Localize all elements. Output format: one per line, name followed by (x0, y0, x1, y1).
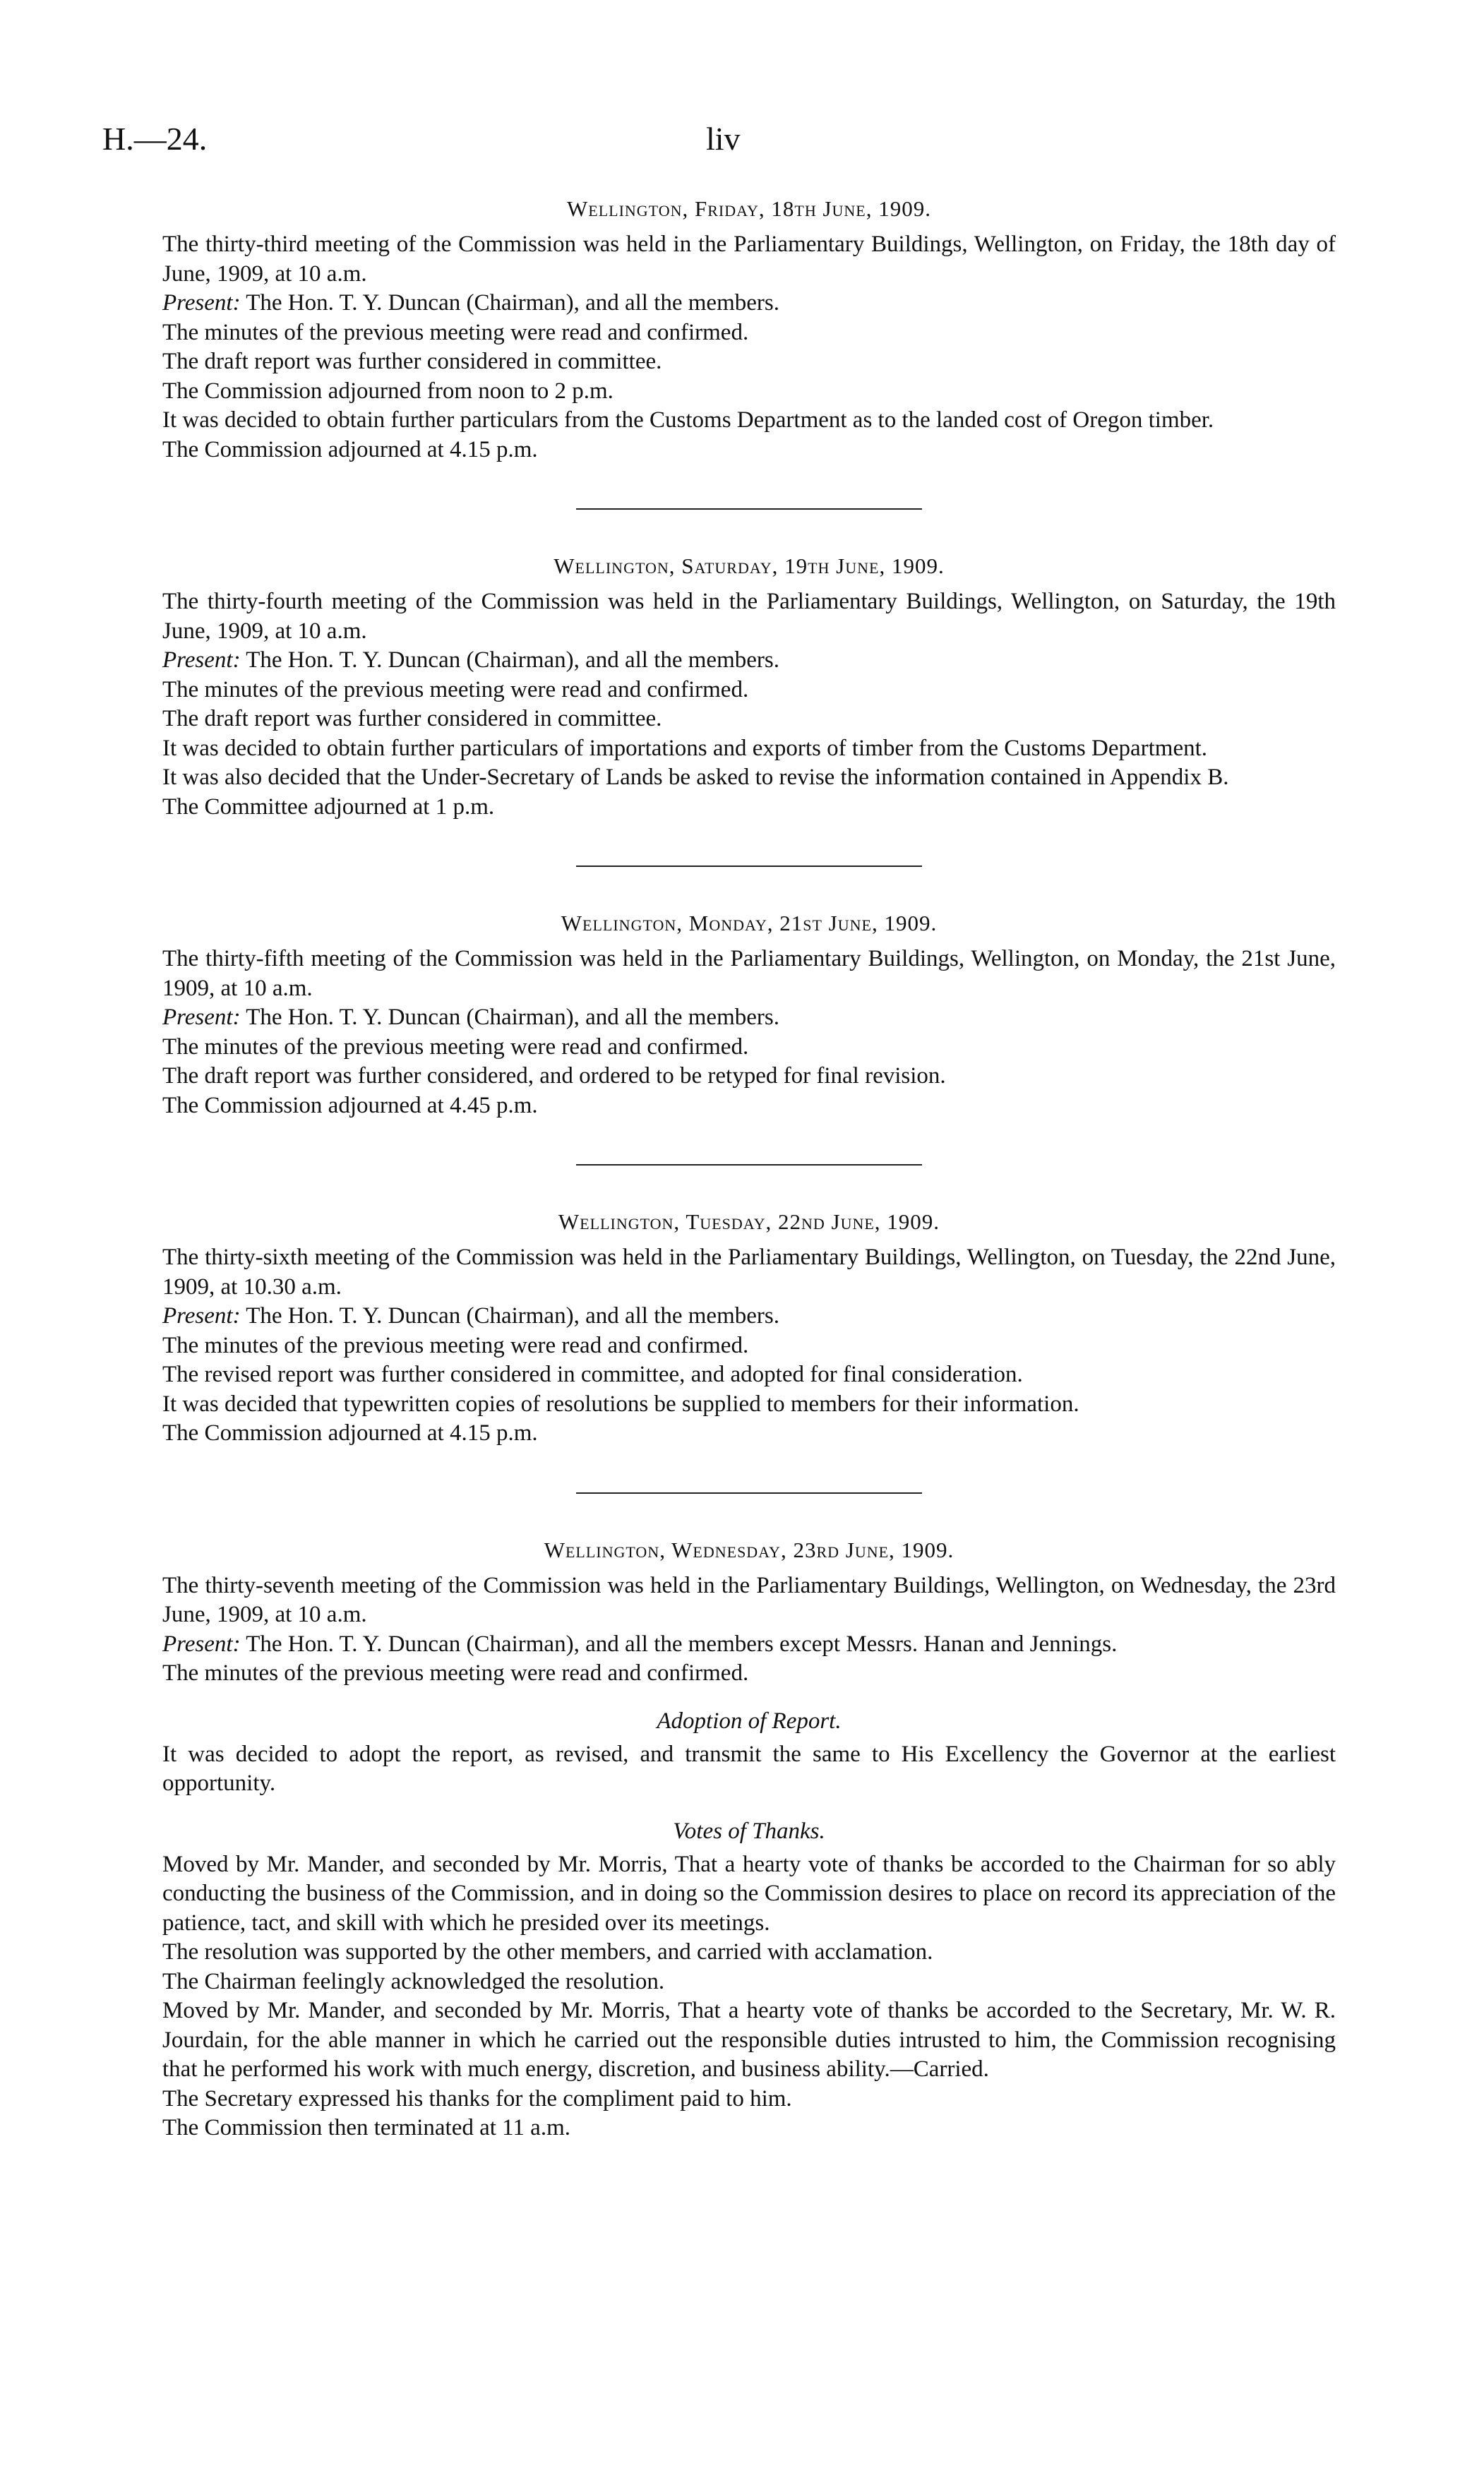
paragraph: The thirty-fourth meeting of the Commission was held in the Parliamentary Buildings, Wellington, on Saturday, the 19th June, 1909, at 10 a.m. (162, 589, 1336, 644)
paragraph: The Commission adjourned at 4.45 p.m. (162, 1092, 538, 1118)
paragraph: The thirty-sixth meeting of the Commission was held in the Parliamentary Buildings, Wellington, on Tuesday, the 22nd June, 1909, at 10.30 a.m. (162, 1245, 1336, 1300)
document-reference: H.—24. (102, 121, 208, 157)
paragraph: The thirty-seventh meeting of the Commission was held in the Parliamentary Buildings, Wellington, on Wednesday, the 23rd June, 1909, at 10 a.m. (162, 1572, 1336, 1627)
paragraph: Moved by Mr. Mander, and seconded by Mr. Morris, That a hearty vote of thanks be accorded to the Secretary, Mr. W. R. Jourdain, for the able manner in which he carried out the responsible duties intrusted to him, the Commission recognising that he performed his work with much energy, discretion, and business ability.—Carried. (162, 1998, 1336, 2082)
paragraph: The thirty-third meeting of the Commission was held in the Parliamentary Buildings, Wellington, on Friday, the 18th day of June, 1909, at 10 a.m. (162, 232, 1336, 287)
paragraph: The Committee adjourned at 1 p.m. (162, 793, 495, 820)
present-text: The Hon. T. Y. Duncan (Chairman), and all the members. (246, 1005, 779, 1030)
section-divider (576, 1492, 922, 1494)
subheading-thanks: Votes of Thanks. (673, 1818, 825, 1844)
section-divider (576, 865, 922, 867)
paragraph: The minutes of the previous meeting were read and confirmed. (162, 676, 749, 702)
meeting-section (162, 553, 1336, 822)
section-heading: Wellington, Friday, 18th June, 1909. (567, 196, 931, 221)
present-line (162, 1003, 1336, 1033)
paragraph: The Commission then terminated at 11 a.m. (162, 2115, 570, 2140)
paragraph: The Commission adjourned at 4.15 p.m. (162, 1420, 538, 1446)
paragraph: The draft report was further considered in committee. (162, 706, 662, 731)
paragraph: The minutes of the previous meeting were read and confirmed. (162, 1332, 749, 1358)
document-body (162, 196, 1336, 2143)
present-label: Present: (162, 1005, 241, 1030)
present-line (162, 1630, 1336, 1660)
present-label: Present: (162, 290, 241, 316)
present-label: Present: (162, 647, 241, 673)
section-heading: Wellington, Monday, 21st June, 1909. (561, 911, 938, 935)
paragraph: The Commission adjourned from noon to 2 p.m. (162, 378, 614, 404)
present-label: Present: (162, 1303, 241, 1329)
page-number: liv (706, 121, 741, 157)
paragraph: The revised report was further considered in committee, and adopted for final consideration. (162, 1362, 1023, 1387)
meeting-section (162, 1538, 1336, 2143)
section-heading: Wellington, Saturday, 19th June, 1909. (553, 553, 945, 578)
present-text: The Hon. T. Y. Duncan (Chairman), and all the members. (246, 290, 779, 316)
paragraph: The minutes of the previous meeting were read and confirmed. (162, 1034, 749, 1060)
paragraph: The Secretary expressed his thanks for the compliment paid to him. (162, 2085, 792, 2111)
paragraph: It was decided that typewritten copies of resolutions be supplied to members for their information. (162, 1391, 1079, 1417)
present-label: Present: (162, 1631, 241, 1657)
present-text: The Hon. T. Y. Duncan (Chairman), and all the members. (246, 1303, 779, 1329)
present-line (162, 289, 1336, 318)
section-divider (576, 1164, 922, 1166)
paragraph: The minutes of the previous meeting were read and confirmed. (162, 319, 749, 345)
meeting-section (162, 911, 1336, 1120)
present-line (162, 1302, 1336, 1331)
paragraph: It was decided to obtain further particulars of importations and exports of timber from the Customs Department. (162, 735, 1208, 761)
paragraph: It was also decided that the Under-Secretary of Lands be asked to revise the information contained in Appendix B. (162, 765, 1229, 790)
paragraph: The Chairman feelingly acknowledged the resolution. (162, 1968, 665, 1994)
subheading-adoption: Adoption of Report. (657, 1708, 842, 1734)
paragraph: The Commission adjourned at 4.15 p.m. (162, 436, 538, 462)
meeting-section (162, 1209, 1336, 1449)
paragraph: It was decided to adopt the report, as revised, and transmit the same to His Excellency the Governor at the earliest opportunity. (162, 1741, 1336, 1796)
present-text: The Hon. T. Y. Duncan (Chairman), and all the members except Messrs. Hanan and Jennings. (246, 1631, 1118, 1657)
paragraph: The draft report was further considered, and ordered to be retyped for final revision. (162, 1063, 946, 1089)
present-text: The Hon. T. Y. Duncan (Chairman), and all the members. (246, 647, 779, 673)
section-divider (576, 508, 922, 510)
paragraph: The draft report was further considered in committee. (162, 349, 662, 374)
page-header (102, 113, 1336, 184)
paragraph: The resolution was supported by the other members, and carried with acclamation. (162, 1939, 933, 1965)
paragraph: The thirty-fifth meeting of the Commission was held in the Parliamentary Buildings, Wellington, on Monday, the 21st June, 1909, at 10 a.m. (162, 946, 1336, 1001)
paragraph: The minutes of the previous meeting were read and confirmed. (162, 1660, 749, 1686)
paragraph: It was decided to obtain further particulars from the Customs Department as to the landed cost of Oregon timber. (162, 407, 1214, 433)
section-heading: Wellington, Tuesday, 22nd June, 1909. (558, 1209, 940, 1234)
present-line (162, 646, 1336, 676)
section-heading: Wellington, Wednesday, 23rd June, 1909. (544, 1537, 955, 1562)
meeting-section (162, 196, 1336, 465)
paragraph: Moved by Mr. Mander, and seconded by Mr. Morris, That a hearty vote of thanks be accorded to the Chairman for so ably conducting the business of the Commission, and in doing so the Commission desires to place on record its appreciation of the patience, tact, and skill with which he presided over its meetings. (162, 1851, 1336, 1936)
